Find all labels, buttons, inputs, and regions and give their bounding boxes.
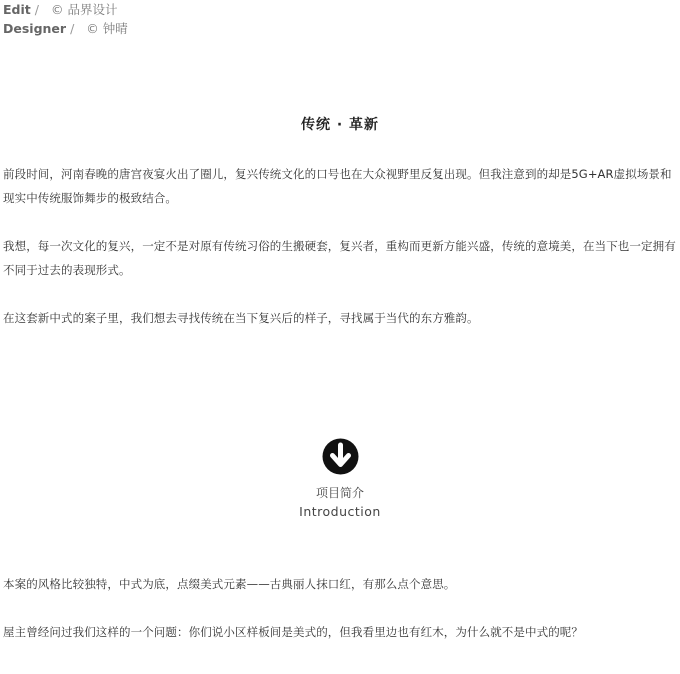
credit-name-designer: 钟晴 [102, 21, 128, 36]
introduction-section [0, 438, 680, 522]
paragraph: 我想，每一次文化的复兴，一定不是对原有传统习俗的生搬硬套，复兴者，重构而更新方能兴盛，传统的意境美，在当下也一定拥有不同于过去的表现形式。 [3, 239, 676, 277]
paragraph: 前段时间，河南春晚的唐宫夜宴火出了圈儿，复兴传统文化的口号也在大众视野里反复出现。但我注意到的却是5G+AR虚拟场景和现实中传统服饰舞步的极致结合。 [3, 167, 672, 205]
paragraph: 屋主曾经问过我们这样的一个问题：你们说小区样板间是美式的，但我看里边也有红木，为什么就不是中式的呢？ [3, 625, 583, 639]
paragraph: 本案的风格比较独特，中式为底，点缀美式元素——古典丽人抹口红，有那么点个意思。 [3, 577, 456, 591]
credit-separator: / [34, 2, 39, 17]
credit-edit [3, 0, 128, 19]
arrow-down-circle-icon [322, 438, 359, 475]
intro-label-en: Introduction [299, 504, 381, 519]
credits [3, 0, 128, 38]
credit-role-designer: Designer [3, 21, 67, 36]
credit-name-edit: 品界设计 [67, 2, 118, 17]
intro-label-cn: 项目简介 [315, 486, 364, 500]
credit-role-edit: Edit [3, 2, 31, 17]
copyright-symbol: © [86, 21, 99, 36]
credit-designer [3, 19, 128, 38]
paragraph: 在这套新中式的案子里，我们想去寻找传统在当下复兴后的样子，寻找属于当代的东方雅韵。 [3, 311, 479, 325]
copyright-symbol: © [50, 2, 64, 17]
credit-separator: / [70, 21, 75, 36]
section-title: 传统 · 革新 [300, 117, 380, 133]
